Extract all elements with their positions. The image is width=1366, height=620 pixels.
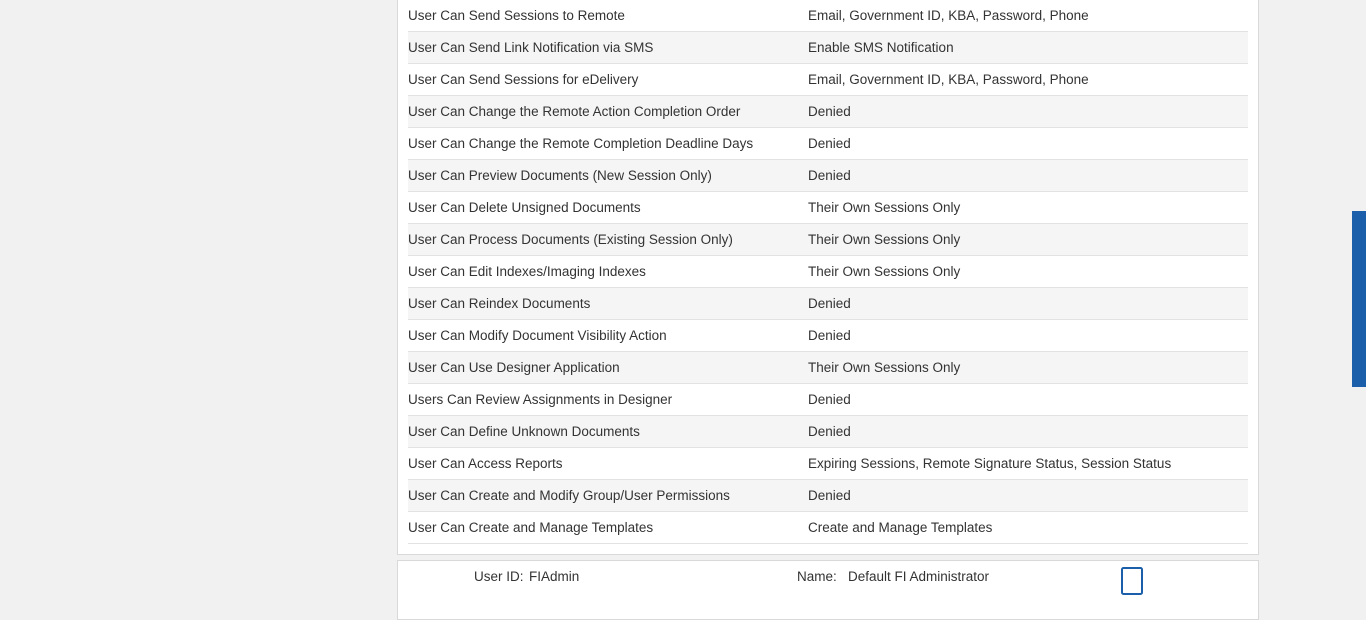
table-row[interactable] [408, 256, 1248, 288]
permission-name: User Can Delete Unsigned Documents [408, 192, 808, 224]
permissions-table [408, 0, 1248, 544]
permission-name: User Can Reindex Documents [408, 288, 808, 320]
permission-name: User Can Create and Manage Templates [408, 512, 808, 544]
permission-name: User Can Send Sessions to Remote [408, 0, 808, 32]
permission-name: User Can Access Reports [408, 448, 808, 480]
permission-name: User Can Create and Modify Group/User Permissions [408, 480, 808, 512]
permission-name: User Can Process Documents (Existing Session Only) [408, 224, 808, 256]
table-row[interactable] [408, 288, 1248, 320]
permission-value: Denied [808, 416, 1248, 448]
user-id-value: FIAdmin [529, 569, 580, 584]
permission-name: User Can Change the Remote Action Completion Order [408, 96, 808, 128]
permission-name: User Can Send Sessions for eDelivery [408, 64, 808, 96]
permission-value: Denied [808, 160, 1248, 192]
permission-value: Denied [808, 320, 1248, 352]
permission-value: Denied [808, 96, 1248, 128]
table-row[interactable] [408, 384, 1248, 416]
permission-value: Email, Government ID, KBA, Password, Phone [808, 64, 1248, 96]
permission-value: Create and Manage Templates [808, 512, 1248, 544]
table-row[interactable] [408, 448, 1248, 480]
permission-value: Their Own Sessions Only [808, 256, 1248, 288]
permission-name: User Can Edit Indexes/Imaging Indexes [408, 256, 808, 288]
name-label: Name: [797, 569, 837, 584]
user-id-label: User ID: [474, 569, 524, 584]
table-row[interactable] [408, 0, 1248, 32]
permission-name: User Can Modify Document Visibility Action [408, 320, 808, 352]
permission-value: Email, Government ID, KBA, Password, Phone [808, 0, 1248, 32]
permissions-panel [397, 0, 1259, 555]
permission-name: User Can Use Designer Application [408, 352, 808, 384]
permission-value: Their Own Sessions Only [808, 224, 1248, 256]
permissions-table-body [408, 0, 1248, 544]
permission-name: User Can Send Link Notification via SMS [408, 32, 808, 64]
permission-value: Their Own Sessions Only [808, 192, 1248, 224]
user-info-card [397, 560, 1259, 620]
table-row[interactable] [408, 64, 1248, 96]
table-row[interactable] [408, 352, 1248, 384]
permission-value: Expiring Sessions, Remote Signature Status, Session Status [808, 448, 1248, 480]
table-row[interactable] [408, 224, 1248, 256]
table-row[interactable] [408, 192, 1248, 224]
name-value: Default FI Administrator [848, 569, 990, 584]
permission-name: User Can Define Unknown Documents [408, 416, 808, 448]
permission-name: Users Can Review Assignments in Designer [408, 384, 808, 416]
permission-value: Denied [808, 288, 1248, 320]
table-row[interactable] [408, 416, 1248, 448]
permission-value: Denied [808, 384, 1248, 416]
table-row[interactable] [408, 128, 1248, 160]
permission-name: User Can Change the Remote Completion Deadline Days [408, 128, 808, 160]
permission-value: Their Own Sessions Only [808, 352, 1248, 384]
table-row[interactable] [408, 96, 1248, 128]
page-scrollbar-thumb[interactable] [1352, 211, 1366, 387]
permission-name: User Can Preview Documents (New Session Only) [408, 160, 808, 192]
permission-value: Denied [808, 128, 1248, 160]
table-row[interactable] [408, 32, 1248, 64]
permission-value: Enable SMS Notification [808, 32, 1248, 64]
table-row[interactable] [408, 160, 1248, 192]
table-row[interactable] [408, 512, 1248, 544]
document-icon [1119, 567, 1147, 595]
permission-value: Denied [808, 480, 1248, 512]
user-info-card-inner [398, 561, 1258, 619]
table-row[interactable] [408, 320, 1248, 352]
table-row[interactable] [408, 480, 1248, 512]
